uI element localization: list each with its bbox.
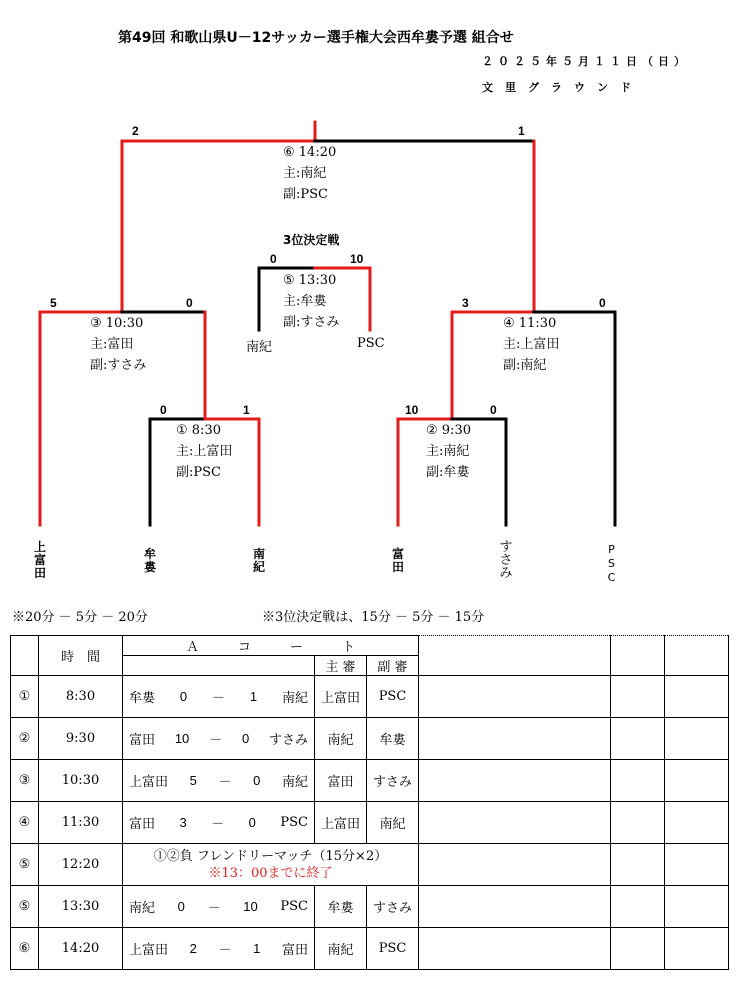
- away-team: 南紀: [281, 691, 308, 706]
- header-time: 時 間: [39, 636, 123, 676]
- row-match: [123, 676, 315, 718]
- row-no: ⑥: [11, 928, 39, 970]
- qf-left-info: [176, 420, 232, 483]
- qf-left-main-referee: 主:上富田: [176, 444, 233, 459]
- header-court: Ａ コ ー ト: [123, 636, 419, 656]
- third-match-time: ⑤ 13:30: [283, 273, 337, 288]
- score-dash: －: [218, 943, 232, 958]
- semi-right-sub-referee: 副:南紀: [503, 358, 547, 373]
- row-no: ⑤: [11, 844, 39, 886]
- empty-cell: [419, 928, 611, 970]
- away-score: 1: [253, 941, 261, 956]
- event-date: ２０２５年５月１１日（日）: [482, 55, 690, 68]
- row-main-referee: 上富田: [315, 802, 367, 844]
- table-row: [11, 802, 729, 844]
- empty-cell: [611, 718, 665, 760]
- score-dash: －: [211, 817, 225, 832]
- table-row: [11, 676, 729, 718]
- header-no: [11, 636, 39, 676]
- home-team: 牟婁: [129, 691, 156, 706]
- row-no: ④: [11, 802, 39, 844]
- row-time: 8:30: [39, 676, 123, 718]
- home-team: 富田: [129, 817, 156, 832]
- table-row: [11, 886, 729, 928]
- final-sub-referee: 副:PSC: [283, 187, 328, 202]
- empty-cell: [665, 718, 729, 760]
- qf-right-score-left: 10: [405, 403, 419, 417]
- header-blank-b: [611, 636, 665, 676]
- row-main-referee: 上富田: [315, 676, 367, 718]
- table-row: [11, 760, 729, 802]
- header-main-referee: 主 審: [315, 656, 367, 676]
- empty-cell: [665, 760, 729, 802]
- final-main-referee: 主:南紀: [283, 166, 327, 181]
- row-time: 12:20: [39, 844, 123, 886]
- row-match: [123, 928, 315, 970]
- third-team-right: PSC: [357, 336, 385, 351]
- row-sub-referee: PSC: [367, 928, 419, 970]
- table-header-row: [11, 636, 729, 656]
- empty-cell: [611, 844, 665, 886]
- home-score: 2: [189, 941, 197, 956]
- semi-left-main-referee: 主:富田: [90, 337, 134, 352]
- row-match: [123, 886, 315, 928]
- table-row-friendly: [11, 844, 729, 886]
- header-sub-referee: 副 審: [367, 656, 419, 676]
- row-time: 13:30: [39, 886, 123, 928]
- empty-cell: [665, 844, 729, 886]
- schedule-table: [10, 635, 729, 970]
- final-match-time: ⑥ 14:20: [283, 145, 337, 160]
- semi-left-sub-referee: 副:すさみ: [90, 358, 147, 373]
- empty-cell: [611, 886, 665, 928]
- home-score: 10: [174, 731, 190, 746]
- row-sub-referee: すさみ: [367, 886, 419, 928]
- row-match: [123, 802, 315, 844]
- semi-left-info: [90, 313, 146, 376]
- away-score: 0: [253, 773, 261, 788]
- qf-left-match-time: ① 8:30: [176, 423, 221, 438]
- qf-right-info: [426, 420, 471, 483]
- final-score-left: 2: [132, 124, 139, 138]
- row-sub-referee: すさみ: [367, 760, 419, 802]
- empty-cell: [419, 802, 611, 844]
- semi-right-match-time: ④ 11:30: [503, 316, 557, 331]
- friendly-end-note: ※13：00までに終了: [208, 865, 333, 881]
- match-duration-note: ※20分 － 5分 － 20分: [12, 610, 148, 625]
- empty-cell: [419, 844, 611, 886]
- team-name: 南紀: [252, 547, 265, 574]
- row-main-referee: 南紀: [315, 718, 367, 760]
- score-dash: －: [218, 775, 232, 790]
- header-match: [123, 656, 315, 676]
- friendly-match-label: ①②負 フレンドリーマッチ（15分×2）: [153, 848, 388, 864]
- row-time: 11:30: [39, 802, 123, 844]
- third-team-left: 南紀: [246, 340, 273, 355]
- away-team: 富田: [281, 943, 308, 958]
- event-venue: 文里グラウンド: [482, 81, 643, 94]
- semi-right-score-right: 0: [599, 296, 606, 310]
- semi-left-score-left: 5: [50, 296, 57, 310]
- header-blank-c: [665, 636, 729, 676]
- third-place-duration-note: ※3位決定戦は、15分 － 5分 － 15分: [262, 610, 485, 625]
- qf-right-match-time: ② 9:30: [426, 423, 471, 438]
- away-score: 1: [249, 689, 258, 704]
- team-name: 牟婁: [143, 547, 156, 574]
- empty-cell: [611, 676, 665, 718]
- semi-left-match-time: ③ 10:30: [90, 316, 144, 331]
- row-time: 14:20: [39, 928, 123, 970]
- empty-cell: [611, 802, 665, 844]
- home-score: 5: [189, 773, 197, 788]
- header-blank-a: [419, 636, 611, 676]
- team-name: 上富田: [33, 540, 46, 580]
- final-score-right: 1: [518, 124, 525, 138]
- third-score-right: 10: [350, 252, 364, 266]
- empty-cell: [419, 718, 611, 760]
- away-team: PSC: [280, 815, 308, 830]
- home-team: 上富田: [129, 943, 169, 958]
- away-score: 0: [241, 731, 250, 746]
- row-sub-referee: 南紀: [367, 802, 419, 844]
- row-no: ①: [11, 676, 39, 718]
- row-sub-referee: PSC: [367, 676, 419, 718]
- home-score: 3: [179, 815, 187, 830]
- row-main-referee: 富田: [315, 760, 367, 802]
- empty-cell: [419, 676, 611, 718]
- qf-right-score-right: 0: [490, 403, 497, 417]
- final-info: [283, 142, 336, 205]
- empty-cell: [665, 886, 729, 928]
- semi-right-score-left: 3: [462, 296, 469, 310]
- semi-right-main-referee: 主:上富田: [503, 337, 560, 352]
- table-row: [11, 718, 729, 760]
- qf-left-sub-referee: 副:PSC: [176, 465, 221, 480]
- empty-cell: [611, 760, 665, 802]
- friendly-match-cell: [123, 844, 419, 886]
- third-score-left: 0: [270, 252, 277, 266]
- empty-cell: [665, 802, 729, 844]
- home-score: 0: [179, 689, 188, 704]
- home-team: 南紀: [129, 901, 156, 916]
- row-time: 10:30: [39, 760, 123, 802]
- away-team: すさみ: [268, 733, 308, 748]
- team-name: 富田: [391, 547, 404, 574]
- empty-cell: [665, 928, 729, 970]
- page-title: 第49回 和歌山県U－12サッカー選手権大会西牟婁予選 組合せ: [118, 30, 514, 46]
- team-name: PSC: [607, 543, 616, 584]
- row-no: ⑤: [11, 886, 39, 928]
- qf-right-main-referee: 主:南紀: [426, 444, 470, 459]
- qf-right-sub-referee: 副:牟婁: [426, 465, 470, 480]
- empty-cell: [665, 676, 729, 718]
- row-sub-referee: 牟婁: [367, 718, 419, 760]
- away-team: 南紀: [281, 775, 308, 790]
- third-place-title: 3位決定戦: [283, 233, 340, 247]
- score-dash: －: [209, 733, 223, 748]
- third-main-referee: 主:牟婁: [283, 294, 327, 309]
- away-score: 0: [248, 815, 256, 830]
- semi-right-info: [503, 313, 559, 376]
- score-dash: －: [207, 901, 221, 916]
- row-match: [123, 760, 315, 802]
- row-time: 9:30: [39, 718, 123, 760]
- qf-left-score-left: 0: [160, 403, 167, 417]
- home-team: 上富田: [129, 775, 169, 790]
- third-info: [283, 270, 339, 333]
- row-no: ②: [11, 718, 39, 760]
- semi-left-score-right: 0: [186, 296, 193, 310]
- home-score: 0: [177, 899, 185, 914]
- third-sub-referee: 副:すさみ: [283, 315, 340, 330]
- empty-cell: [419, 886, 611, 928]
- score-dash: －: [211, 691, 225, 706]
- row-match: [123, 718, 315, 760]
- row-no: ③: [11, 760, 39, 802]
- row-main-referee: 南紀: [315, 928, 367, 970]
- empty-cell: [611, 928, 665, 970]
- table-row: [11, 928, 729, 970]
- away-score: 10: [243, 899, 258, 914]
- home-team: 富田: [129, 733, 156, 748]
- away-team: PSC: [280, 899, 308, 914]
- row-main-referee: 牟婁: [315, 886, 367, 928]
- empty-cell: [419, 760, 611, 802]
- team-name: すさみ: [499, 540, 513, 581]
- qf-left-score-right: 1: [243, 403, 250, 417]
